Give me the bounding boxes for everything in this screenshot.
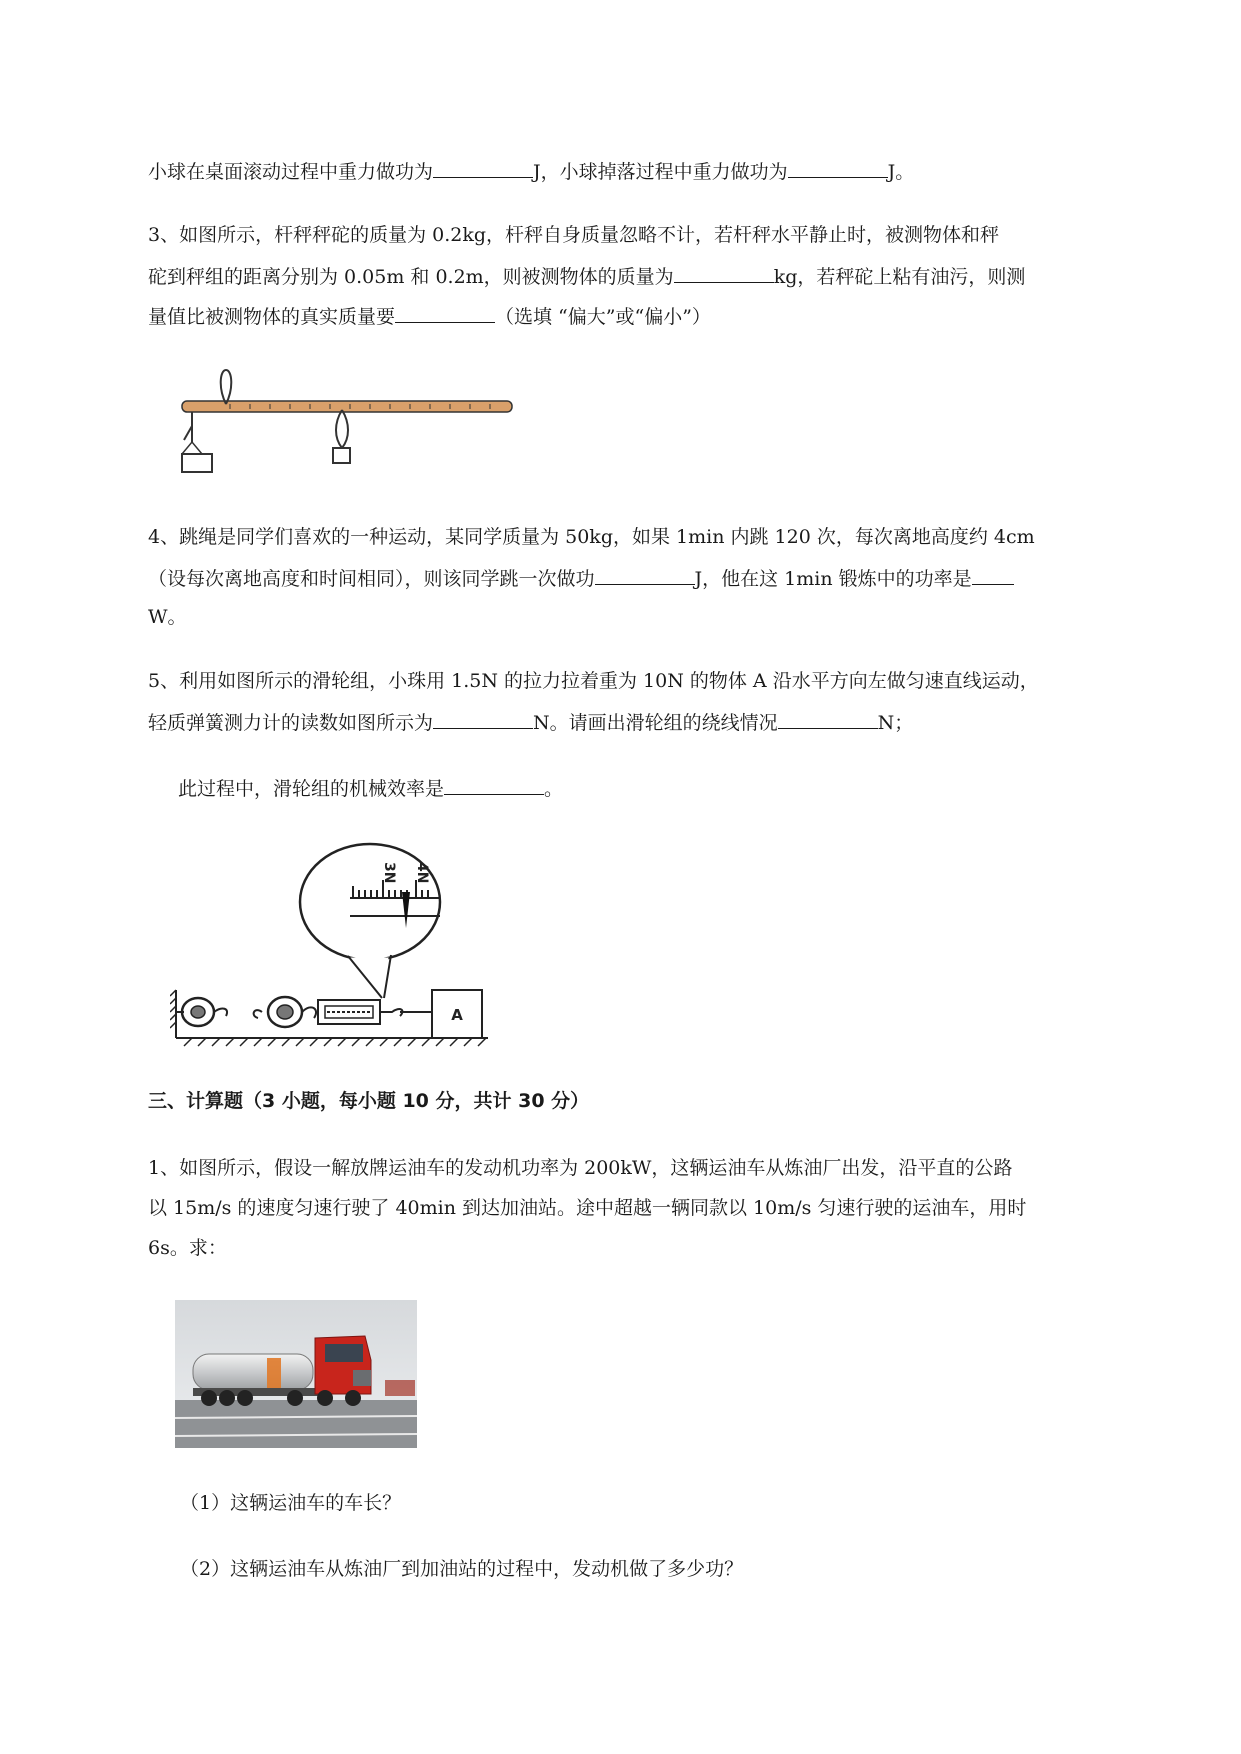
tank-stripe: [267, 1358, 281, 1388]
q5-line-3: [178, 774, 563, 802]
q5-line-2: [148, 708, 913, 736]
answer-blank: [444, 774, 544, 795]
calc1-line-1: 1、如图所示，假设一解放牌运油车的发动机功率为 200kW，这辆运油车从炼油厂出发，沿平直的公路: [148, 1157, 1013, 1179]
block-a-label: A: [451, 1006, 463, 1024]
measured-object: [182, 454, 212, 472]
answer-blank: [395, 302, 495, 323]
q3-line-1: 3、如图所示，杆秤秤砣的质量为 0.2kg，杆秤自身质量忽略不计，若杆秤水平静止时，被测物体和秤: [148, 224, 1000, 246]
tanker-truck-photo: [175, 1300, 417, 1448]
mark-3n: 3N: [381, 862, 397, 884]
q3-text: 量值比被测物体的真实质量要: [148, 306, 396, 328]
calc1-line-3: 6s。求：: [148, 1237, 227, 1259]
q2-text-2: J，小球掉落过程中重力做功为: [533, 161, 788, 183]
movable-pulley-hook-left: [254, 1010, 262, 1018]
q3-line-2: [148, 262, 1025, 290]
q4-line-3: W。: [148, 606, 187, 628]
q2-text-1: 小球在桌面滚动过程中重力做功为: [148, 161, 434, 183]
q4-line-1: 4、跳绳是同学们喜欢的一种运动，某同学质量为 50kg，如果 1min 内跳 120 次，每次离地高度约 4cm: [148, 526, 1035, 548]
movable-pulley-axle: [277, 1005, 293, 1019]
q5-line-1: 5、利用如图所示的滑轮组，小珠用 1.5N 的拉力拉着重为 10N 的物体 A 沿水平方向左做匀速直线运动，: [148, 670, 1039, 692]
steelyard-beam: [182, 401, 512, 412]
spring-scale-hook: [380, 1009, 402, 1016]
q5-text: N；: [877, 712, 914, 734]
pulley-figure: [170, 840, 510, 1050]
q2-tail-line: [148, 157, 914, 185]
answer-blank: [788, 157, 888, 178]
ground-hatching: [184, 1038, 486, 1046]
cab-grille: [353, 1370, 371, 1386]
fixed-pulley-axle: [191, 1006, 205, 1018]
q5-text: 此过程中，滑轮组的机械效率是: [178, 778, 445, 800]
answer-blank: [433, 708, 533, 729]
q5-text: 。: [544, 778, 564, 800]
calc1-subquestion-1: （1）这辆运油车的车长？: [180, 1492, 402, 1514]
q4-text: （设每次离地高度和时间相同），则该同学跳一次做功: [148, 568, 595, 590]
background-vehicle: [385, 1380, 415, 1396]
calc1-line-2: 以 15m/s 的速度匀速行驶了 40min 到达加油站。途中超越一辆同款以 10m/s 匀速行驶的运油车，用时: [148, 1197, 1027, 1219]
q4-line-2: [148, 564, 1014, 592]
steelyard-figure: [170, 368, 530, 478]
weight-loop: [336, 410, 348, 448]
q5-text: 轻质弹簧测力计的读数如图所示为: [148, 712, 434, 734]
movable-pulley-hook-right: [302, 1007, 316, 1018]
q3-line-3: [148, 302, 711, 330]
section-heading: 三、计算题（3 小题，每小题 10 分，共计 30 分）: [148, 1090, 590, 1112]
object-string: [182, 442, 202, 454]
answer-blank: [778, 708, 878, 729]
cab-windshield: [325, 1344, 363, 1362]
q3-text: 砣到秤组的距离分别为 0.05m 和 0.2m，则被测物体的质量为: [148, 266, 674, 288]
q4-text: J，他在这 1min 锻炼中的功率是: [694, 568, 972, 590]
photo-road: [175, 1400, 417, 1448]
hook: [184, 426, 192, 440]
hanging-loop: [221, 370, 232, 404]
q3-text: kg，若秤砣上粘有油污，则测: [773, 266, 1026, 288]
mark-4n: 4N: [414, 862, 430, 884]
q2-text-3: J。: [887, 161, 915, 183]
answer-blank: [433, 157, 533, 178]
answer-blank: [674, 262, 774, 283]
counterweight: [333, 448, 350, 463]
fixed-pulley-hook: [214, 1009, 227, 1016]
answer-blank: [595, 564, 695, 585]
q3-text: （选填 “偏大”或“偏小”）: [495, 306, 711, 328]
calc1-subquestion-2: （2）这辆运油车从炼油厂到加油站的过程中，发动机做了多少功？: [180, 1558, 744, 1580]
q5-text: N。请画出滑轮组的绕线情况: [533, 712, 778, 734]
answer-blank: [972, 564, 1014, 585]
truck-tank: [193, 1354, 313, 1390]
